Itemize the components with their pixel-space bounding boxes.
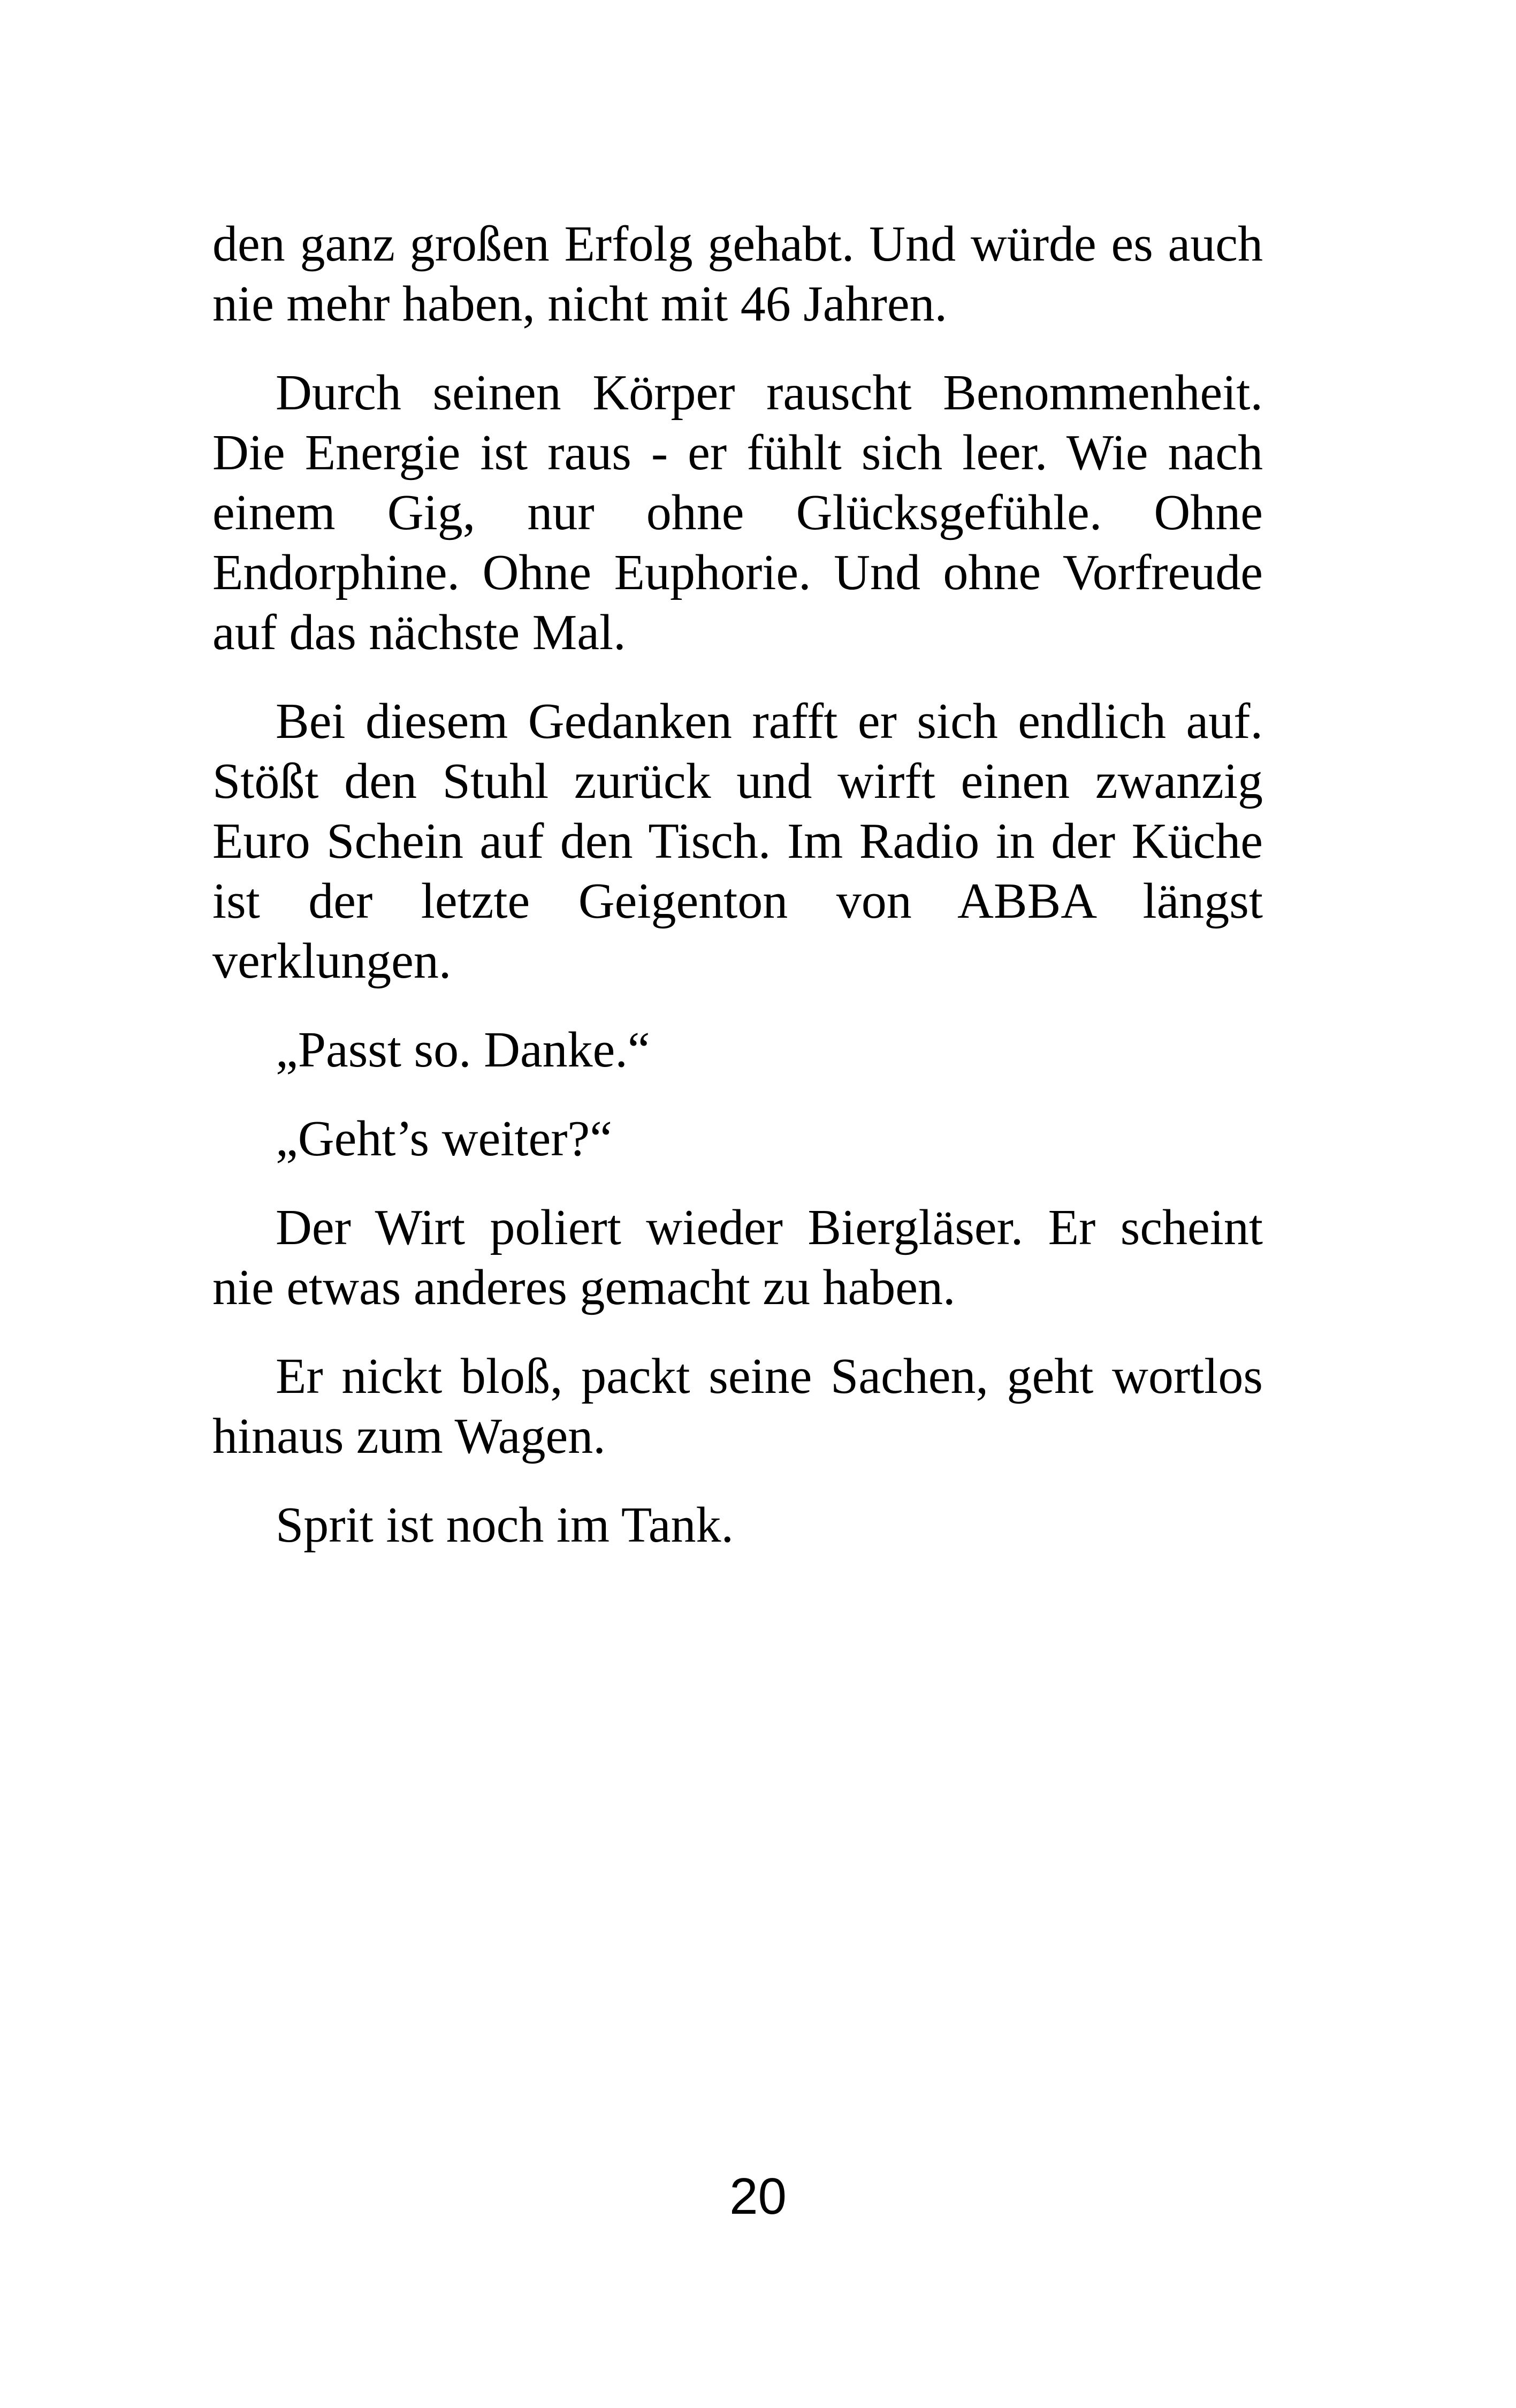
- paragraph-6: Der Wirt poliert wieder Biergläser. Er scheint nie etwas anderes gemacht zu haben.: [212, 1200, 1263, 1315]
- body-text: [212, 214, 1263, 1584]
- paragraph-1: den ganz großen Erfolg gehabt. Und würde es auch nie mehr haben, nicht mit 46 Jahren.: [212, 216, 1263, 332]
- page-number: 20: [729, 2168, 787, 2225]
- paragraph-8: Sprit ist noch im Tank.: [276, 1497, 734, 1553]
- paragraph-3: Bei diesem Gedanken rafft er sich endlich auf. Stößt den Stuhl zurück und wirft einen zwanzig Euro Schein auf den Tisch. Im Radio in der Küche ist der letzte Geigenton von ABBA längst verklungen.: [212, 694, 1263, 989]
- paragraph-5-dialogue: „Geht’s weiter?“: [276, 1111, 612, 1167]
- paragraph-2: Durch seinen Körper rauscht Benommenheit. Die Energie ist raus - er fühlt sich leer. Wie nach einem Gig, nur ohne Glücksgefühle. Ohne Endorphine. Ohne Euphorie. Und ohne Vorfreude auf das nächste Mal.: [212, 365, 1263, 660]
- paragraph-4-dialogue: „Passt so. Danke.“: [276, 1022, 650, 1078]
- paragraph-7: Er nickt bloß, packt seine Sachen, geht wortlos hinaus zum Wagen.: [212, 1348, 1263, 1464]
